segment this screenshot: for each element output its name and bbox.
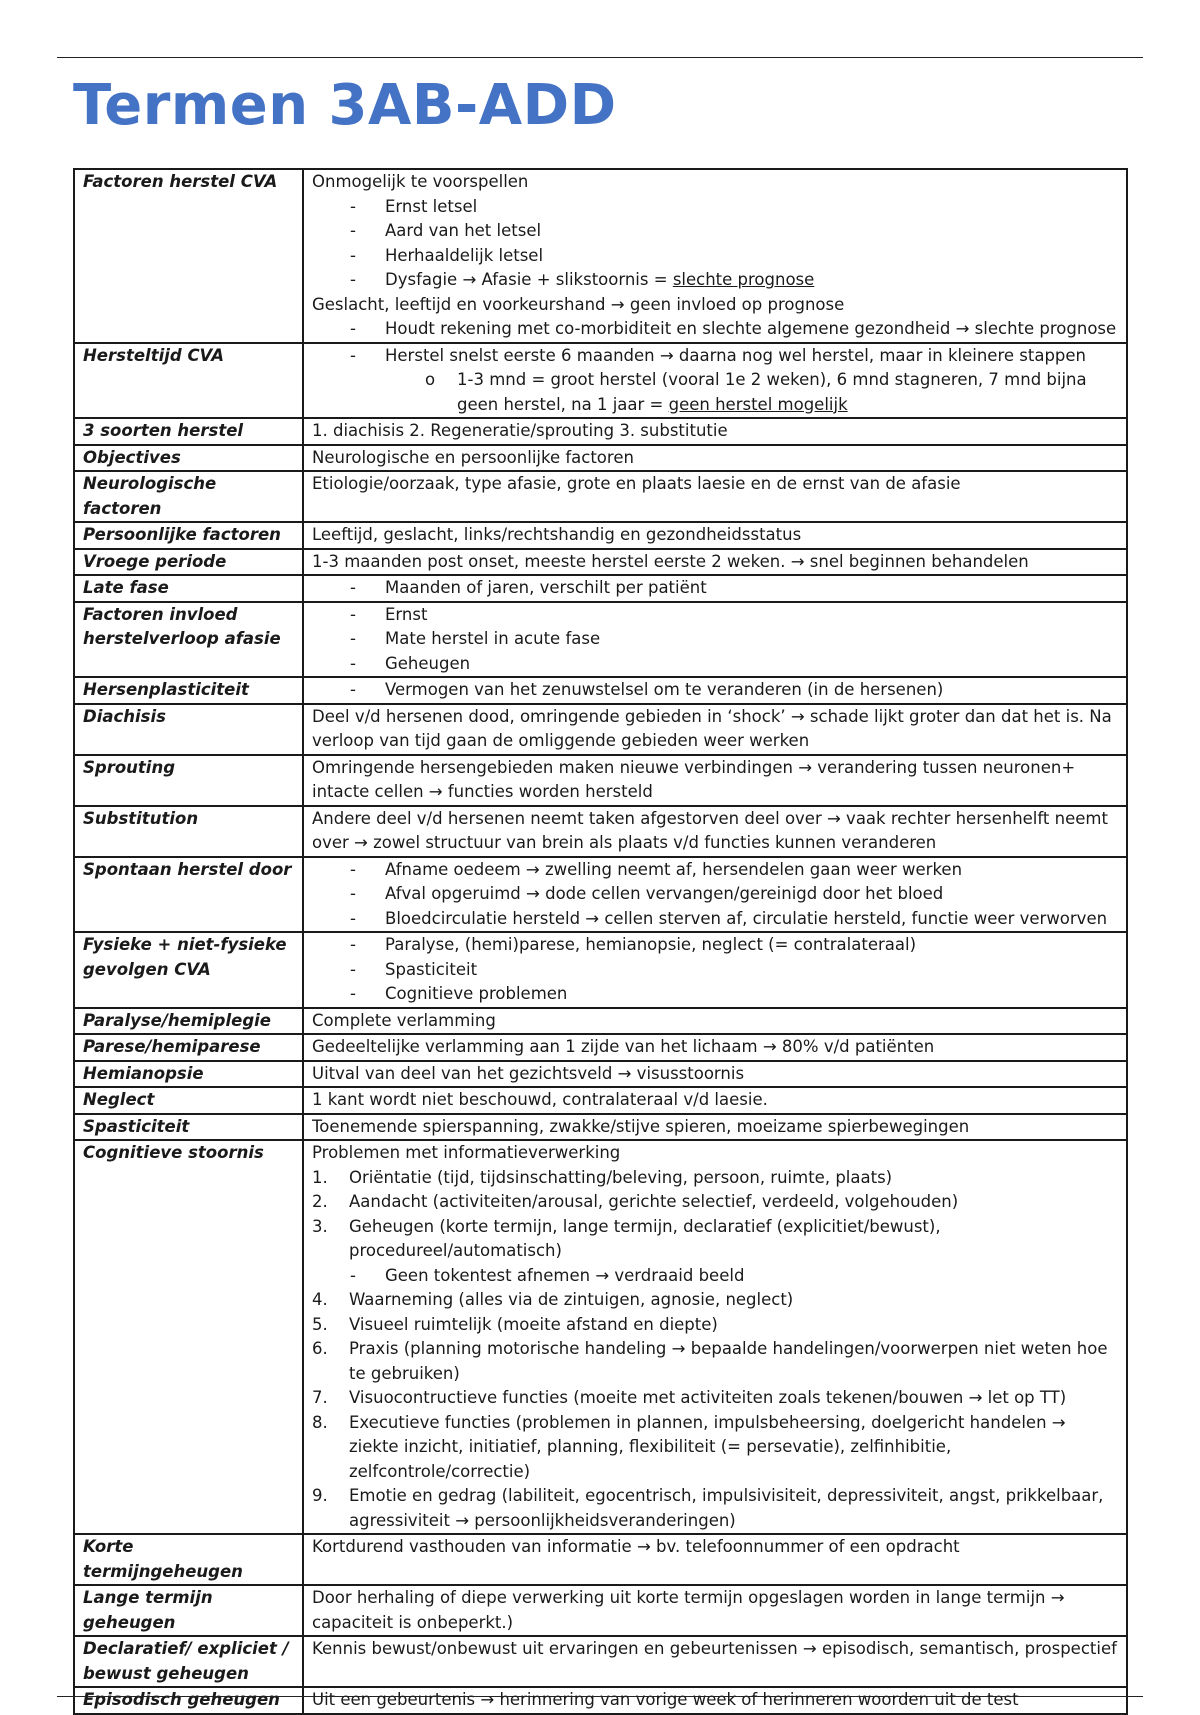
- line-text: Uitval van deel van het gezichtsveld → visusstoornis: [312, 1063, 745, 1083]
- term-cell: Declaratief/ expliciet / bewust geheugen: [74, 1636, 303, 1687]
- line-text: Kennis bewust/onbewust uit ervaringen en gebeurtenissen → episodisch, semantisch, prospectief: [312, 1639, 1117, 1658]
- term-cell: Late fase: [74, 575, 303, 602]
- term-cell: Objectives: [74, 445, 303, 472]
- line-text: Leeftijd, geslacht, links/rechtshandig en gezondheidsstatus: [312, 525, 802, 544]
- line-text: Aard van het letsel: [385, 221, 542, 240]
- definition-cell: [303, 1008, 1127, 1035]
- line-text: Omringende hersengebieden maken nieuwe verbindingen → verandering tussen neuronen+ intacte cellen → functies worden hersteld: [312, 757, 1076, 801]
- term-row: [74, 1087, 1127, 1114]
- term-cell: Korte termijngeheugen: [74, 1534, 303, 1585]
- term-row: [74, 1687, 1127, 1714]
- term-cell: 3 soorten herstel: [74, 418, 303, 445]
- line-text: Etiologie/oorzaak, type afasie, grote en plaats laesie en de ernst van de afasie: [312, 474, 961, 493]
- bullet-item: [312, 317, 1120, 342]
- definition-cell: [303, 806, 1127, 857]
- definition-cell: [303, 1534, 1127, 1585]
- line-text: Paralyse, (hemi)parese, hemianopsie, neglect (= contralateraal): [385, 935, 917, 954]
- term-cell: Persoonlijke factoren: [74, 522, 303, 549]
- definition-cell: [303, 549, 1127, 576]
- line-text: Geheugen: [385, 653, 471, 673]
- line-text: Door herhaling of diepe verwerking uit korte termijn opgeslagen worden in lange termijn → capaciteit is onbeperkt.): [312, 1588, 1065, 1632]
- terms-table: [73, 168, 1128, 1715]
- definition-text: [312, 1115, 1120, 1140]
- underlined-text: slechte prognose: [672, 270, 815, 289]
- term-row: [74, 857, 1127, 933]
- bullet-item: [312, 958, 1120, 983]
- definition-cell: [303, 575, 1127, 602]
- term-row: [74, 602, 1127, 678]
- definition-cell: [303, 932, 1127, 1008]
- term-cell: Spontaan herstel door: [74, 857, 303, 933]
- line-text: Bloedcirculatie hersteld → cellen sterven af, circulatie hersteld, functie weer verworven: [385, 908, 1108, 928]
- line-text: 1. diachisis 2. Regeneratie/sprouting 3. substitutie: [312, 421, 728, 440]
- definition-text: [312, 446, 1120, 471]
- line-text: Uit een gebeurtenis → herinnering van vorige week of herinneren woorden uit de test: [312, 1690, 1019, 1709]
- line-text: Kortdurend vasthouden van informatie → bv. telefoonnummer of een opdracht: [312, 1537, 960, 1556]
- bullet-item: [312, 268, 1120, 293]
- term-row: [74, 549, 1127, 576]
- line-text: Emotie en gedrag (labiliteit, egocentrisch, impulsivisiteit, depressiviteit, angst, prikkelbaar, agressiviteit → persoonlijkheidsveranderingen): [349, 1486, 1104, 1530]
- numbered-item: [312, 1484, 1120, 1533]
- definition-cell: [303, 1585, 1127, 1636]
- term-row: [74, 806, 1127, 857]
- definition-cell: [303, 169, 1127, 343]
- term-row: [74, 1061, 1127, 1088]
- definition-text: [312, 523, 1120, 548]
- term-cell: Neglect: [74, 1087, 303, 1114]
- line-text: Afval opgeruimd → dode cellen vervangen/gereinigd door het bloed: [385, 884, 944, 903]
- definition-cell: [303, 1114, 1127, 1141]
- term-cell: Factoren invloed herstelverloop afasie: [74, 602, 303, 678]
- line-text: Geheugen (korte termijn, lange termijn, declaratief (explicitiet/bewust), procedureel/automatisch): [349, 1216, 941, 1260]
- definition-text: [312, 1141, 1120, 1166]
- bullet-item: [312, 195, 1120, 220]
- numbered-item: [312, 1215, 1120, 1264]
- definition-cell: [303, 522, 1127, 549]
- line-text: Gedeeltelijke verlamming aan 1 zijde van het lichaam → 80% v/d patiënten: [312, 1037, 935, 1056]
- item-number: 3.: [312, 1216, 328, 1236]
- item-number: 5.: [312, 1314, 328, 1334]
- line-text: Geslacht, leeftijd en voorkeurshand → geen invloed op prognose: [312, 294, 845, 314]
- line-text: Geen tokentest afnemen → verdraaid beeld: [385, 1265, 745, 1285]
- line-text: Waarneming (alles via de zintuigen, agnosie, neglect): [349, 1290, 794, 1309]
- line-text: Neurologische en persoonlijke factoren: [312, 447, 634, 467]
- numbered-item: [312, 1313, 1120, 1338]
- line-text: Maanden of jaren, verschilt per patiënt: [385, 578, 707, 597]
- definition-text: [312, 170, 1120, 195]
- header-rule: [57, 57, 1143, 58]
- item-number: 9.: [312, 1486, 328, 1505]
- bullet-item: [312, 1264, 1120, 1289]
- bullet-item: [312, 344, 1120, 369]
- definition-cell: [303, 1636, 1127, 1687]
- term-cell: Hersteltijd CVA: [74, 343, 303, 419]
- term-row: [74, 343, 1127, 419]
- line-text: Oriëntatie (tijd, tijdsinschatting/beleving, persoon, ruimte, plaats): [349, 1167, 893, 1187]
- line-text: Onmogelijk te voorspellen: [312, 172, 529, 191]
- term-cell: Lange termijn geheugen: [74, 1585, 303, 1636]
- term-row: [74, 677, 1127, 704]
- line-text: Cognitieve problemen: [385, 984, 568, 1003]
- line-text: Herhaaldelijk letsel: [385, 245, 544, 265]
- line-text: 1-3 mnd = groot herstel (vooral 1e 2 weken), 6 mnd stagneren, 7 mnd bijna geen herstel, na 1 jaar =: [457, 370, 1087, 414]
- term-row: [74, 1534, 1127, 1585]
- term-cell: Diachisis: [74, 704, 303, 755]
- line-text: Ernst: [385, 604, 428, 624]
- bullet-item: [312, 219, 1120, 244]
- numbered-item: [312, 1337, 1120, 1386]
- definition-text: [312, 1062, 1120, 1087]
- definition-text: [312, 293, 1120, 318]
- definition-text: [312, 472, 1120, 497]
- bullet-item: [312, 603, 1120, 628]
- term-cell: Vroege periode: [74, 549, 303, 576]
- definition-text: [312, 550, 1120, 575]
- term-cell: Neurologische factoren: [74, 471, 303, 522]
- term-row: [74, 575, 1127, 602]
- numbered-item: [312, 1411, 1120, 1485]
- footer-rule: [57, 1696, 1143, 1697]
- definition-cell: [303, 343, 1127, 419]
- definition-text: [312, 1535, 1120, 1560]
- term-row: [74, 1034, 1127, 1061]
- line-text: Spasticiteit: [385, 959, 478, 979]
- bullet-item: [312, 576, 1120, 601]
- item-number: 7.: [312, 1388, 328, 1407]
- bullet-item: [312, 907, 1120, 932]
- document-title: Termen 3AB-ADD: [73, 73, 617, 138]
- definition-cell: [303, 677, 1127, 704]
- line-text: 1 kant wordt niet beschouwd, contralateraal v/d laesie.: [312, 1090, 768, 1109]
- definition-text: [312, 1035, 1120, 1060]
- definition-text: [312, 1586, 1120, 1635]
- term-row: [74, 471, 1127, 522]
- definition-text: [312, 419, 1120, 444]
- term-row: [74, 1008, 1127, 1035]
- definition-cell: [303, 471, 1127, 522]
- term-row: [74, 522, 1127, 549]
- definition-cell: [303, 1140, 1127, 1534]
- definition-text: [312, 1088, 1120, 1113]
- line-text: Dysfagie → Afasie + slikstoornis =: [385, 270, 673, 289]
- term-row: [74, 418, 1127, 445]
- item-number: 2.: [312, 1192, 328, 1211]
- term-row: [74, 704, 1127, 755]
- item-number: 4.: [312, 1290, 328, 1309]
- underlined-text: geen herstel mogelijk: [668, 394, 848, 414]
- definition-text: [312, 705, 1120, 754]
- line-text: Visueel ruimtelijk (moeite afstand en diepte): [349, 1314, 718, 1334]
- line-text: Visuocontructieve functies (moeite met activiteiten zoals tekenen/bouwen → let op TT): [349, 1388, 1067, 1407]
- line-text: Ernst letsel: [385, 196, 478, 216]
- line-text: Deel v/d hersenen dood, omringende gebieden in ‘shock’ → schade lijkt groter dan dat het is. Na verloop van tijd gaan de omliggende gebieden weer werken: [312, 706, 1112, 750]
- term-cell: Episodisch geheugen: [74, 1687, 303, 1714]
- bullet-item: [312, 882, 1120, 907]
- line-text: Problemen met informatieverwerking: [312, 1143, 621, 1162]
- numbered-item: [312, 1386, 1120, 1411]
- sub-bullet-item: [312, 368, 1120, 417]
- bullet-item: [312, 933, 1120, 958]
- definition-cell: [303, 602, 1127, 678]
- term-row: [74, 755, 1127, 806]
- line-text: Vermogen van het zenuwstelsel om te veranderen (in de hersenen): [385, 680, 944, 699]
- line-text: Afname oedeem → zwelling neemt af, hersendelen gaan weer werken: [385, 859, 963, 879]
- definition-text: [312, 756, 1120, 805]
- term-cell: Fysieke + niet-fysieke gevolgen CVA: [74, 932, 303, 1008]
- definition-cell: [303, 704, 1127, 755]
- bullet-item: [312, 627, 1120, 652]
- line-text: Praxis (planning motorische handeling → bepaalde handelingen/voorwerpen niet weten hoe te gebruiken): [349, 1339, 1108, 1383]
- bullet-item: [312, 858, 1120, 883]
- item-number: 8.: [312, 1412, 328, 1432]
- terms-table-body: [74, 169, 1127, 1714]
- definition-cell: [303, 1687, 1127, 1714]
- definition-cell: [303, 1061, 1127, 1088]
- numbered-item: [312, 1166, 1120, 1191]
- definition-cell: [303, 857, 1127, 933]
- term-cell: Cognitieve stoornis: [74, 1140, 303, 1534]
- line-text: Andere deel v/d hersenen neemt taken afgestorven deel over → vaak rechter hersenhelft neemt over → zowel structuur van brein als plaats v/d functies kunnen veranderen: [312, 808, 1108, 852]
- numbered-item: [312, 1288, 1120, 1313]
- term-cell: Hersenplasticiteit: [74, 677, 303, 704]
- numbered-item: [312, 1190, 1120, 1215]
- line-text: Houdt rekening met co-morbiditeit en slechte algemene gezondheid → slechte prognose: [385, 319, 1117, 338]
- line-text: Herstel snelst eerste 6 maanden → daarna nog wel herstel, maar in kleinere stappen: [385, 345, 1087, 365]
- definition-cell: [303, 418, 1127, 445]
- term-row: [74, 932, 1127, 1008]
- bullet-item: [312, 982, 1120, 1007]
- definition-cell: [303, 755, 1127, 806]
- term-cell: Sprouting: [74, 755, 303, 806]
- definition-cell: [303, 1087, 1127, 1114]
- definition-text: [312, 807, 1120, 856]
- line-text: Complete verlamming: [312, 1010, 496, 1030]
- term-cell: Paralyse/hemiplegie: [74, 1008, 303, 1035]
- line-text: Toenemende spierspanning, zwakke/stijve spieren, moeizame spierbewegingen: [312, 1116, 970, 1136]
- term-row: [74, 1114, 1127, 1141]
- line-text: 1-3 maanden post onset, meeste herstel eerste 2 weken. → snel beginnen behandelen: [312, 551, 1029, 571]
- definition-text: [312, 1688, 1120, 1713]
- term-row: [74, 445, 1127, 472]
- bullet-item: [312, 678, 1120, 703]
- term-cell: Substitution: [74, 806, 303, 857]
- term-cell: Hemianopsie: [74, 1061, 303, 1088]
- definition-text: [312, 1009, 1120, 1034]
- item-number: 1.: [312, 1167, 328, 1187]
- item-number: 6.: [312, 1339, 328, 1358]
- line-text: Aandacht (activiteiten/arousal, gerichte selectief, verdeeld, volgehouden): [349, 1192, 959, 1211]
- definition-cell: [303, 445, 1127, 472]
- term-cell: Factoren herstel CVA: [74, 169, 303, 343]
- term-row: [74, 1140, 1127, 1534]
- definition-cell: [303, 1034, 1127, 1061]
- term-cell: Spasticiteit: [74, 1114, 303, 1141]
- definition-text: [312, 1637, 1120, 1662]
- term-row: [74, 169, 1127, 343]
- line-text: Mate herstel in acute fase: [385, 629, 601, 648]
- bullet-item: [312, 652, 1120, 677]
- bullet-item: [312, 244, 1120, 269]
- term-row: [74, 1585, 1127, 1636]
- line-text: Executieve functies (problemen in plannen, impulsbeheersing, doelgericht handelen → ziekte inzicht, initiatief, planning, flexibiliteit (= persevatie), zelfinhibitie, zelfcontrole/correctie): [349, 1412, 1066, 1481]
- term-cell: Parese/hemiparese: [74, 1034, 303, 1061]
- term-row: [74, 1636, 1127, 1687]
